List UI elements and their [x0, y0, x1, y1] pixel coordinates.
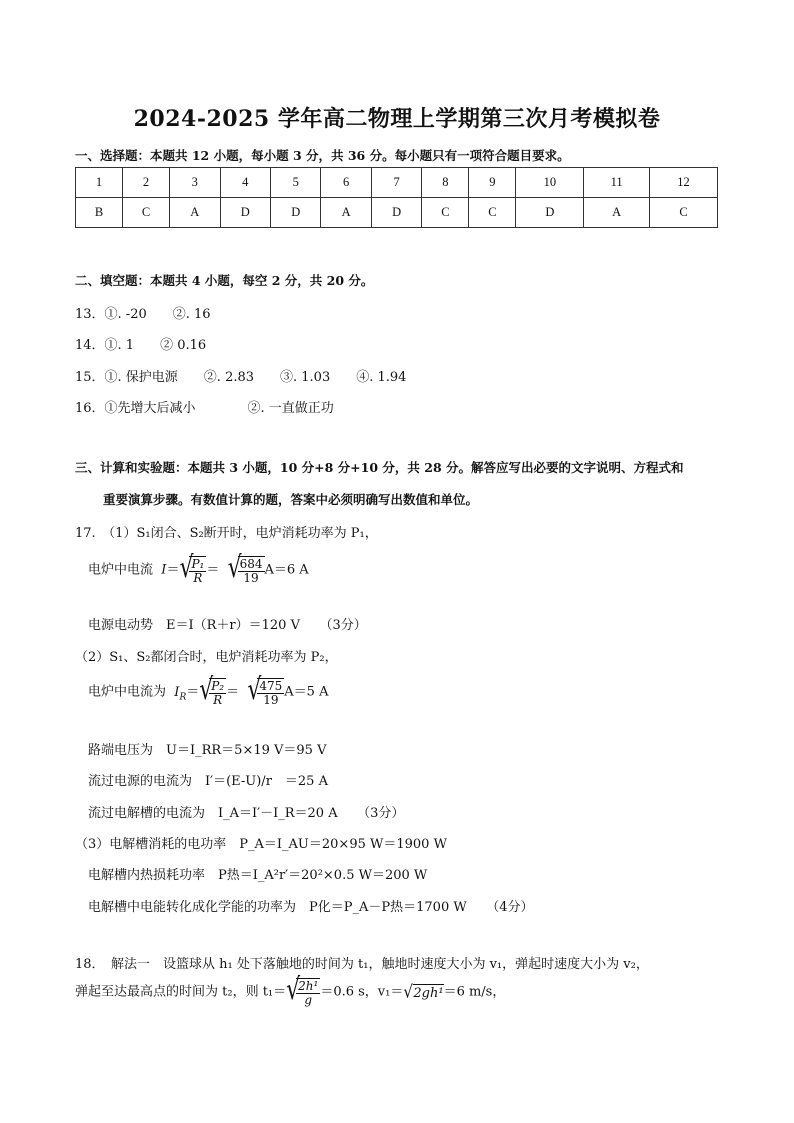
- q17-line6: 路端电压为 U＝I_RR＝5×19 V＝95 V: [88, 743, 327, 758]
- answer-q13: 13．①. -20 ②. 16: [75, 307, 211, 322]
- q17-line7: 流过电源的电流为 I′＝(E-U)/r ＝25 A: [88, 774, 328, 789]
- answer-cell: A: [321, 198, 371, 228]
- answer-cell: D: [516, 198, 584, 228]
- q18-line2-mid: ＝0.6 s，v₁＝: [320, 984, 404, 1000]
- q18-line2-prefix: 弹起至达最高点的时间为 t₂，则 t₁＝: [75, 984, 287, 1000]
- section3-heading-line1: 三、计算和实验题：本题共 3 小题，10 分+8 分+10 分，共 28 分。解答应写出必要的文字说明、方程式和: [75, 460, 684, 475]
- question-number-cell: 11: [584, 168, 650, 198]
- q18-frac-den: g: [304, 992, 313, 1007]
- question-number-cell: 7: [371, 168, 421, 198]
- question-number-cell: 6: [321, 168, 371, 198]
- q17-frac3-den: R: [213, 692, 223, 707]
- section3-heading-line2: 重要演算步骤。有数值计算的题，答案中必须明确写出数值和单位。: [103, 492, 479, 507]
- q17-current-label: 电炉中电流: [88, 562, 154, 578]
- q18-line1: 18． 解法一 设篮球从 h₁ 处下落触地的时间为 t₁，触地时速度大小为 v₁，弹起时速度大小为 v₂，: [75, 957, 649, 972]
- q17-frac1-num: P₁: [191, 557, 205, 571]
- answer-cell: D: [270, 198, 320, 228]
- question-number-cell: 2: [123, 168, 170, 198]
- q17-line9: （3）电解槽消耗的电功率 P_A＝I_AU＝20×95 W＝1900 W: [75, 837, 447, 852]
- q17-line11: 电解槽中电能转化成化学能的功率为 P化＝P_A－P热＝1700 W （4分）: [88, 900, 534, 915]
- section2-heading: 二、填空题：本题共 4 小题，每空 2 分，共 20 分。: [75, 273, 374, 288]
- q18-frac-num: 2h¹: [298, 979, 319, 993]
- answer-cell: A: [584, 198, 650, 228]
- answer-cell: C: [469, 198, 516, 228]
- question-number-cell: 3: [170, 168, 220, 198]
- q17-current-result: A＝6 A: [264, 562, 309, 578]
- answer-cell: D: [371, 198, 421, 228]
- q17-line4: （2）S₁、S₂都闭合时，电炉消耗功率为 P₂，: [75, 650, 338, 665]
- q17-current2-result: A＝5 A: [284, 684, 329, 700]
- q17-current2-formula: 电炉中电流为 $I_R=$ √ $\frac{\text{P₂}}{R}$ ＝ √ $\frac{475}{19}$ A＝5 A: [88, 673, 329, 708]
- answer-table-number-row: [76, 168, 718, 198]
- q17-frac4-num: 475: [259, 679, 283, 693]
- answer-cell: A: [170, 198, 220, 228]
- q18-line2: 弹起至达最高点的时间为 t₂，则 t₁＝ √ $\frac{\text{2h¹}}{g}$ ＝0.6 s，v₁＝ √ 2gh¹＝6 m/s，: [75, 973, 506, 1008]
- q17-frac1-den: R: [193, 570, 203, 585]
- q17-line1: 17. （1）S₁闭合、S₂断开时，电炉消耗功率为 P₁，: [75, 526, 378, 541]
- answer-cell: C: [422, 198, 469, 228]
- question-number-cell: 8: [422, 168, 469, 198]
- answer-cell: B: [76, 198, 123, 228]
- q17-frac3-num: P₂: [211, 679, 225, 693]
- question-number-cell: 10: [516, 168, 584, 198]
- q18-radicand: 2gh¹: [413, 985, 444, 1001]
- answer-table: [75, 167, 718, 228]
- answer-cell: D: [220, 198, 270, 228]
- question-number-cell: 12: [649, 168, 717, 198]
- answer-cell: C: [123, 198, 170, 228]
- q17-current2-label: 电炉中电流为: [88, 684, 167, 700]
- q17-frac2-num: 684: [239, 557, 263, 571]
- answer-q14: 14．①. 1 ② 0.16: [75, 338, 207, 353]
- question-number-cell: 9: [469, 168, 516, 198]
- q17-current-formula: 电炉中电流 I＝ √ $\frac{\text{P₁}}{R}$ ＝ √ $\frac{684}{19}$ A＝6 A: [88, 551, 309, 586]
- question-number-cell: 5: [270, 168, 320, 198]
- q17-line10: 电解槽内热损耗功率 P热＝I_A²r′＝20²×0.5 W＝200 W: [88, 868, 428, 883]
- q18-line2-suffix: ＝6 m/s，: [443, 984, 506, 1000]
- q17-frac4-den: 19: [263, 692, 279, 707]
- q17-frac2-den: 19: [243, 570, 259, 585]
- section1-heading: 一、选择题：本题共 12 小题，每小题 3 分，共 36 分。每小题只有一项符合题目要求。: [75, 148, 570, 163]
- answer-q16: 16．①先增大后减小 ②. 一直做正功: [75, 401, 334, 416]
- answer-cell: C: [649, 198, 717, 228]
- question-number-cell: 4: [220, 168, 270, 198]
- page-title: 2024-2025 学年高二物理上学期第三次月考模拟卷: [133, 106, 661, 132]
- answer-table-answer-row: [76, 198, 718, 228]
- question-number-cell: 1: [76, 168, 123, 198]
- q17-line8: 流过电解槽的电流为 I_A＝I′－I_R＝20 A （3分）: [88, 806, 405, 821]
- answer-q15: 15．①. 保护电源 ②. 2.83 ③. 1.03 ④. 1.94: [75, 370, 407, 385]
- q17-line3: 电源电动势 E＝I（R＋r）＝120 V （3分）: [88, 618, 367, 633]
